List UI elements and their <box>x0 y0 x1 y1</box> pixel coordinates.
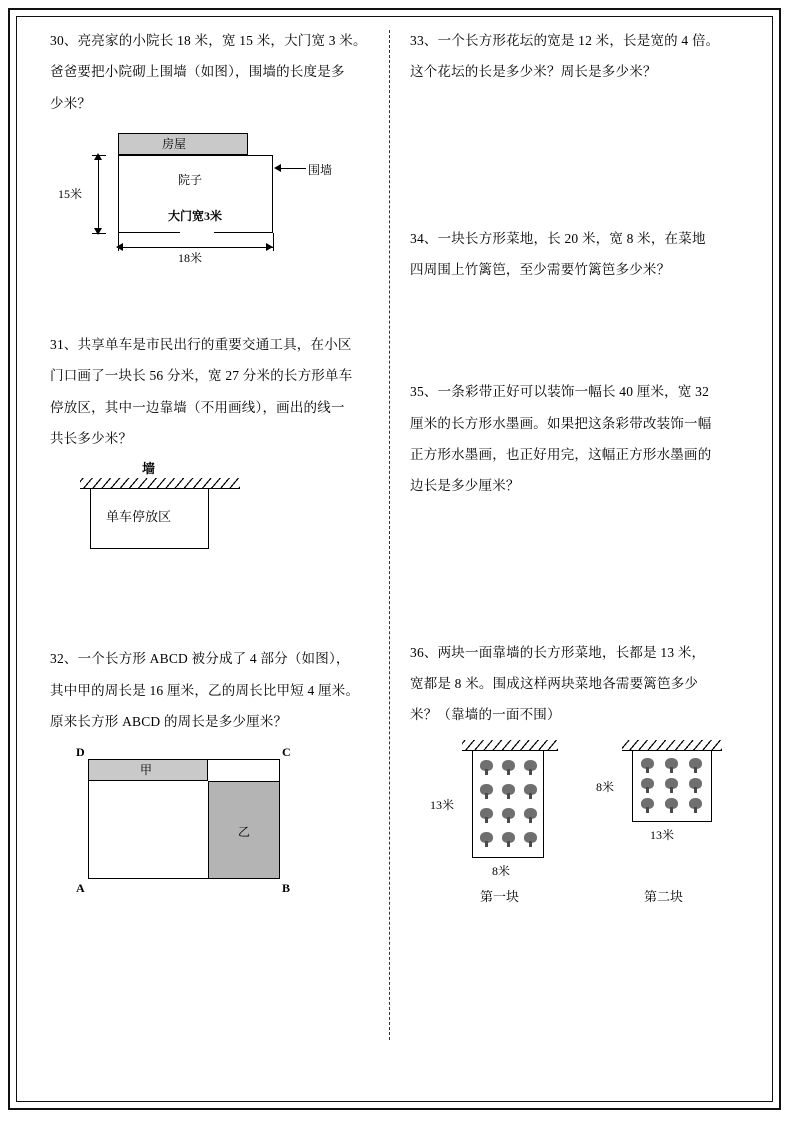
gate-label: 大门宽3米 <box>168 208 223 223</box>
tree-icon <box>502 808 515 823</box>
q35-line-4: 边长是多少厘米？ <box>410 478 520 494</box>
parking-right-edge <box>208 488 209 548</box>
height-tick-top <box>92 155 106 156</box>
tree-icon <box>689 778 702 793</box>
height-tick-bottom <box>92 233 106 234</box>
part-jia-label: 甲 <box>140 763 153 778</box>
tree-icon <box>480 832 493 847</box>
tree-icon <box>689 798 702 813</box>
two-vegetable-plots-diagram <box>410 734 740 934</box>
length-arrow-left <box>116 243 123 251</box>
yard-label: 院子 <box>178 172 203 187</box>
q36-line-3: 米？（靠墙的一面不围） <box>410 707 561 723</box>
q30-line-2: 爸爸要把小院砌上围墙（如图），围墙的长度是多 <box>50 64 345 80</box>
q30-line-1: 30、亮亮家的小院长 18 米，宽 15 米，大门宽 3 米。 <box>50 33 367 48</box>
house-label: 房屋 <box>162 136 187 151</box>
part-yi-label: 乙 <box>238 825 251 840</box>
plot1-height-label: 13米 <box>430 798 455 813</box>
parking-left-edge <box>90 488 91 548</box>
gate-gap <box>180 231 214 235</box>
question-36 <box>410 640 740 935</box>
q35-line-2: 厘米的长方形水墨画。如果把这条彩带改装饰一幅 <box>410 415 712 431</box>
left-column <box>50 28 380 907</box>
q31-line-4: 共长多少米？ <box>50 430 133 446</box>
question-33 <box>410 28 740 86</box>
q31-line-1: 31、共享单车是市民出行的重要交通工具，在小区 <box>50 336 352 352</box>
wall-title-label: 墙 <box>142 461 156 477</box>
plot2-caption: 第二块 <box>644 889 684 905</box>
question-30 <box>50 28 380 268</box>
plot1-width-label: 8米 <box>492 864 511 879</box>
plot1-caption: 第一块 <box>480 889 520 905</box>
q33-line-1: 33、一个长方形花坛的宽是 12 米，长是宽的 4 倍。 <box>410 33 720 48</box>
tree-icon <box>502 832 515 847</box>
q30-line-3: 少米？ <box>50 95 92 111</box>
q34-line-2: 四周围上竹篱笆，至少需要竹篱笆多少米？ <box>410 261 671 277</box>
length-dim-line <box>118 247 273 248</box>
tree-icon <box>524 832 537 847</box>
tree-icon <box>689 758 702 773</box>
tree-icon <box>524 760 537 775</box>
tree-icon <box>641 778 654 793</box>
q32-line-1: 32、一个长方形 ABCD 被分成了 4 部分（如图）， <box>50 651 350 667</box>
wall-arrow-head <box>274 164 281 172</box>
question-35 <box>410 379 740 499</box>
plot2-height-label: 8米 <box>596 780 615 795</box>
q34-line-1: 34、一块长方形菜地，长 20 米，宽 8 米，在菜地 <box>410 230 706 246</box>
worksheet-page <box>8 8 781 1110</box>
question-32 <box>50 646 380 901</box>
column-divider <box>389 30 390 1040</box>
q32-line-2: 其中甲的周长是 16 厘米，乙的周长比甲短 4 厘米。 <box>50 682 360 698</box>
question-31 <box>50 332 380 568</box>
parking-bottom-edge <box>90 548 209 549</box>
tree-icon <box>665 798 678 813</box>
q35-line-3: 正方形水墨画，也正好用完，这幅正方形水墨画的 <box>410 446 712 462</box>
q31-line-3: 停放区，其中一边靠墙（不用画线），画出的线一 <box>50 399 345 415</box>
courtyard-diagram <box>50 123 380 268</box>
wall-line <box>80 488 240 489</box>
wall-label: 围墙 <box>308 162 333 177</box>
plot2-width-label: 13米 <box>650 828 675 843</box>
bike-parking-diagram <box>50 458 380 568</box>
parking-area-label: 单车停放区 <box>106 509 172 525</box>
plot1-wall-hatch <box>462 740 558 750</box>
tree-icon <box>524 784 537 799</box>
length-tick-right <box>273 233 274 251</box>
wall-hatch <box>80 478 240 488</box>
tree-icon <box>480 808 493 823</box>
q31-line-2: 门口画了一块长 56 分米，宽 27 分米的长方形单车 <box>50 368 353 384</box>
tree-icon <box>524 808 537 823</box>
height-label: 15米 <box>58 186 83 201</box>
corner-c-label: C <box>282 745 291 760</box>
length-label: 18米 <box>178 250 203 265</box>
q36-line-2: 宽都是 8 米。围成这样两块菜地各需要篱笆多少 <box>410 675 699 691</box>
q32-line-3: 原来长方形 ABCD 的周长是多少厘米？ <box>50 713 288 729</box>
tree-icon <box>641 758 654 773</box>
q36-line-1: 36、两块一面靠墙的长方形菜地，长都是 13 米， <box>410 644 706 660</box>
q35-line-1: 35、一条彩带正好可以装饰一幅长 40 厘米，宽 32 <box>410 384 710 400</box>
tree-icon <box>665 758 678 773</box>
tree-icon <box>502 760 515 775</box>
tree-icon <box>480 760 493 775</box>
corner-d-label: D <box>76 745 85 760</box>
question-34 <box>410 226 740 284</box>
tree-icon <box>502 784 515 799</box>
right-column <box>410 28 740 940</box>
height-dim-line <box>98 155 99 233</box>
length-arrow-right <box>266 243 273 251</box>
q33-line-2: 这个花坛的长是多少米？周长是多少米？ <box>410 64 657 80</box>
corner-b-label: B <box>282 881 291 896</box>
tree-icon <box>480 784 493 799</box>
wall-arrow-line <box>278 168 306 169</box>
corner-a-label: A <box>76 881 85 896</box>
plot2-wall-hatch <box>622 740 722 750</box>
rectangle-abcd-diagram <box>50 741 380 901</box>
tree-icon <box>665 778 678 793</box>
tree-icon <box>641 798 654 813</box>
